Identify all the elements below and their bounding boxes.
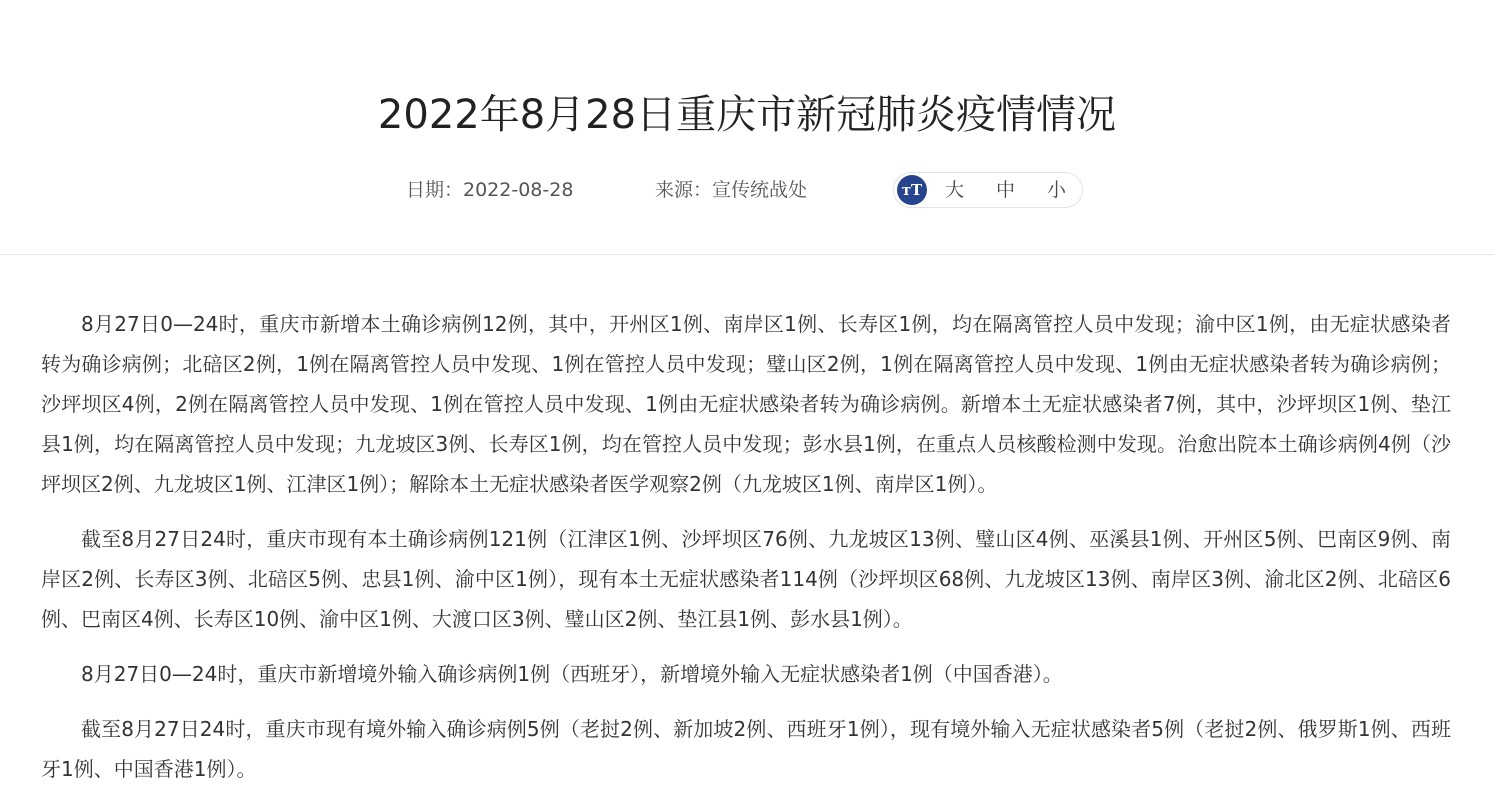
publish-date: 日期：2022-08-28 bbox=[406, 179, 574, 201]
font-size-small-button[interactable]: 小 bbox=[1047, 179, 1067, 201]
article-paragraph: 8月27日0—24时，重庆市新增本土确诊病例12例，其中，开州区1例、南岸区1例、长寿区1例，均在隔离管控人员中发现；渝中区1例，由无症状感染者转为确诊病例；北碚区2例，1例在隔离管控人员中发现、1例在管控人员中发现；璧山区2例，1例在隔离管控人员中发现、1例由无症状感染者转为确诊病例；沙坪坝区4例，2例在隔离管控人员中发现、1例在管控人员中发现、1例由无症状感染者转为确诊病例。新增本土无症状感染者7例，其中，沙坪坝区1例、垫江县1例，均在隔离管控人员中发现；九龙坡区3例、长寿区1例，均在管控人员中发现；彭水县1例，在重点人员核酸检测中发现。治愈出院本土确诊病例4例（沙坪坝区2例、九龙坡区1例、江津区1例）；解除本土无症状感染者医学观察2例（九龙坡区1例、南岸区1例）。 bbox=[41, 312, 1451, 496]
article-source: 来源：宣传统战处 bbox=[655, 179, 808, 201]
font-size-medium-button[interactable]: 中 bbox=[996, 179, 1016, 201]
article-paragraph: 截至8月27日24时，重庆市现有境外输入确诊病例5例（老挝2例、新加坡2例、西班牙1例），现有境外输入无症状感染者5例（老挝2例、俄罗斯1例、西班牙1例、中国香港1例）。 bbox=[41, 717, 1451, 781]
font-size-large-button[interactable]: 大 bbox=[945, 179, 965, 201]
article-paragraph: 8月27日0—24时，重庆市新增境外输入确诊病例1例（西班牙），新增境外输入无症状感染者1例（中国香港）。 bbox=[81, 662, 1063, 686]
article-meta bbox=[0, 172, 1494, 208]
font-size-control bbox=[893, 172, 1083, 208]
article-paragraph: 截至8月27日24时，重庆市现有本土确诊病例121例（江津区1例、沙坪坝区76例、九龙坡区13例、璧山区4例、巫溪县1例、开州区5例、巴南区9例、南岸区2例、长寿区3例、北碚区5例、忠县1例、渝中区1例），现有本土无症状感染者114例（沙坪坝区68例、九龙坡区13例、南岸区3例、渝北区2例、北碚区6例、巴南区4例、长寿区10例、渝中区1例、大渡口区3例、璧山区2例、垫江县1例、彭水县1例）。 bbox=[41, 527, 1451, 631]
article-body bbox=[41, 304, 1451, 800]
font-size-icon: тT bbox=[897, 175, 927, 205]
header-divider bbox=[0, 254, 1494, 255]
page-title: 2022年8月28日重庆市新冠肺炎疫情情况 bbox=[377, 92, 1117, 138]
